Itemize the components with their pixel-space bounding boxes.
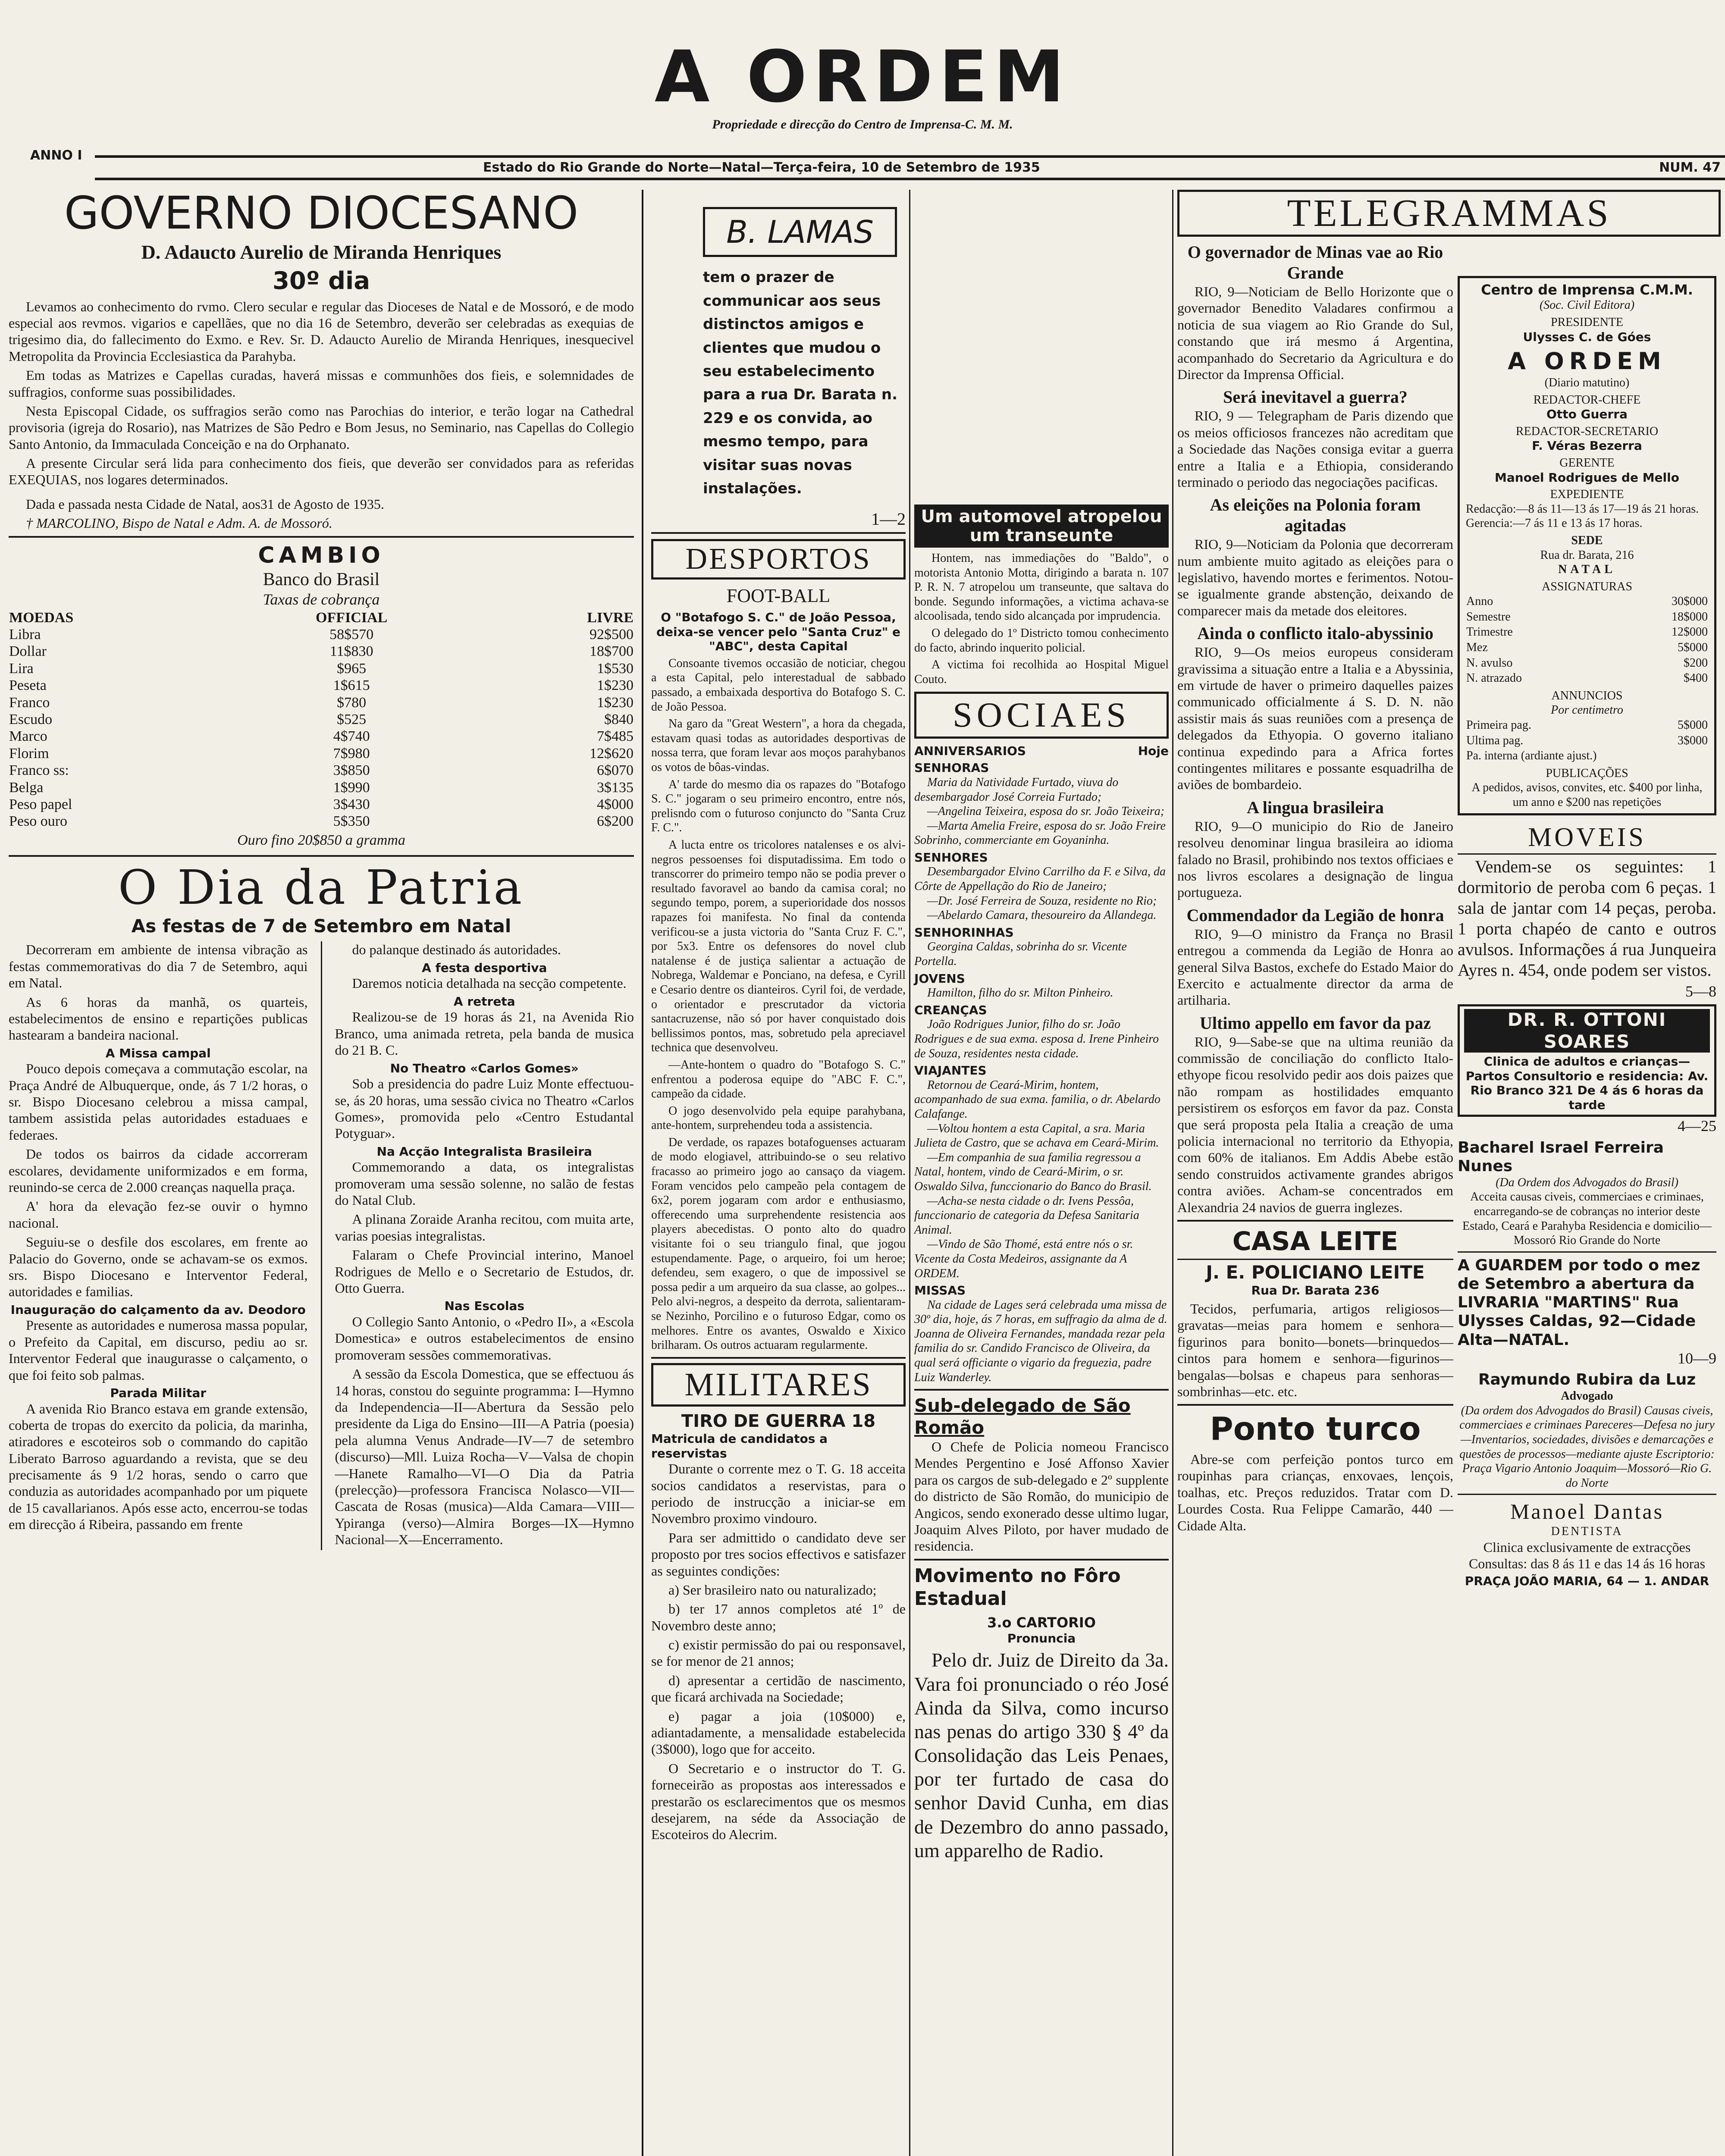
sociaes-item: CREANÇAS (914, 1003, 987, 1017)
casa-owner: J. E. POLICIANO LEITE (1206, 1261, 1425, 1283)
sociaes-aniversarios: ANNIVERSARIOS (914, 743, 1026, 758)
divider (651, 532, 906, 534)
governo-paragraph: Em todas as Matrizes e Capellas curadas, haverá missas e communhões dos fieis, e solemnidades de suffragios, conforme suas possibilidades. (9, 367, 634, 400)
moveis-text: Vendem-se os seguintes: 1 dormitorio de peroba com 6 peças. 1 sala de jantar com 14 peças, peroba. 1 porta chapéo de canto e outros avulsos. Informações á rua Junqueira Ayres n. 454, onde podem ser vistos. (1458, 856, 1716, 980)
telegram-body: RIO, 9 — Telegrapham de Paris dizendo que os meios officiosos francezes não acreditam que a Sociedade das Nações consiga evitar a guerra entre a Italia e a Ethiopia, considerando terminado o periodo das negociações pacificas. (1177, 408, 1453, 490)
cambio-cell: 3$850 (333, 762, 370, 779)
telegram-body: RIO, 9—Noticiam da Polonia que decorreram num ambiente muito agitado as eleições para o legislativo, havendo mortes e ferimentos. Notou-se igualmente grande abstenção, deixando de comparecer mais da metade dos eleitores. (1177, 536, 1453, 618)
price-cell (1662, 748, 1709, 764)
casa-text: Tecidos, perfumaria, artigos religiosos—gravatas—meias para homem e senhora—figurinos para bonito—bonets—brinquedos—cintos para homem e senhora—figurinos—bengalas—bolsas e chapeus para senhoras—sombrinhas—etc. etc. (1177, 1300, 1453, 1399)
sociaes-item: —Vindo de São Thomé, está entre nós o sr. Vicente da Costa Medeiros, assignante da A ORDEM. (914, 1238, 1133, 1280)
tiro-paragraph: b) ter 17 annos completos até 1º de Novembro deste anno; (651, 1601, 906, 1633)
divider (914, 1559, 1169, 1561)
football-title: FOOT-BALL (726, 585, 831, 607)
governo-paragraph: Levamos ao conhecimento do rvmo. Clero secular e regular das Dioceses de Natal e de Mossoró, e de modo especial aos revmos. vigarios e capellães, que no dia 16 de Setembro, deverão ser celebradas as exequias de trigesimo dia, do fallecimento do Exmo. e Rev. Sr. D. Adaucto Aurelio de Miranda Henriques, inesquecivel Metropolita da Provincia Ecclesiastica da Parahyba. (9, 298, 634, 364)
patria-right-column (335, 941, 634, 1550)
cambio-cell: Peseta (9, 677, 47, 694)
foro-cartorio: 3.o CARTORIO (987, 1614, 1096, 1631)
secretario-label: REDACTOR-SECRETARIO (1515, 424, 1659, 438)
patria-paragraph: As 6 horas da manhã, os quarteis, estabelecimentos de ensino e repartições publicas hastearam a bandeira nacional. (9, 994, 308, 1043)
football-paragraph: De verdade, os rapazes botafoguenses actuaram de modo elogiavel, attribuindo-se o seu relativo fracasso ao primeiro jogo ao cansaço da viagem. Foram vencidos pelo campeão pela contagem de 6x2, porem jogaram com ardor e enthusiasmo, offerecendo uma surprehendente resistencia aos players abecedistas. O ponto alto do quadro visitante foi o seu triangulo final, que jogou estupendamente. Page, o arqueiro, foi um heroe; defendeu, sem exagero, o que de impossivel se possa pedir a um arqueiro da sua classe, ao golpes... Pelo alvi-negros, a despeito da derrota, salientaram-se Nezinho, Porcilino e o futuroso Edgar, como os melhores. Entre os avantes, Oswaldo e Xixico brilharam. Os outros actuaram regularmente. (651, 1135, 906, 1352)
telegram-headline: A lingua brasileira (1247, 797, 1384, 817)
divider (1177, 1259, 1453, 1260)
cambio-row (9, 796, 634, 813)
lamas-title: B. LAMAS (726, 214, 874, 250)
cambio-cell: 3$135 (597, 779, 634, 796)
tiro-paragraph: Durante o corrente mez o T. G. 18 acceita socios candidatos a reservistas, para o periodo de instrucção a iniciar-se em Novembro proximo vindouro. (651, 1461, 906, 1526)
patria-paragraph: A avenida Rio Branco estava em grande extensão, coberta de tropas do exercito da policia, da marinha, atiradores e escoteiros sob o commando do capitão Liberato Barroso aguardando a revista, que se deu precisamente ás 9 1/2 horas, sendo o carro que conduzia as autoridades acompanhado por um piquete de 15 cavallarianos. Após esse acto, encerrou-se todas em direcção á Ribeira, passando em frente (9, 1401, 308, 1532)
governo-paragraph: Dada e passada nesta Cidade de Natal, aos31 de Agosto de 1935. (26, 496, 384, 512)
cambio-cell: 6$200 (597, 813, 634, 830)
auto-paragraph: A victima foi recolhida ao Hospital Miguel Couto. (914, 658, 1169, 686)
guardem-ref: 10—9 (1678, 1349, 1716, 1367)
telegrammas-title: TELEGRAMMAS (1177, 190, 1721, 237)
price-row (1466, 748, 1708, 764)
divider (1177, 1220, 1453, 1222)
adv2-text: (Da ordem dos Advogados do Brasil) Causas civeis, commerciaes e criminaes Pareceres—Defesa no jury—Inventarios, sociedades, divisões e demarcações e questões de processos—mediante ajuste Escriptorio: Praça Vigario Antonio Joaquim—Mossoró—Rio G. do Norte (1459, 1404, 1715, 1490)
paper-name: A ORDEM (1508, 348, 1666, 375)
price-cell: 12$000 (1672, 625, 1708, 639)
price-cell: Semestre (1466, 610, 1511, 624)
cambio-table (9, 609, 634, 830)
divider (914, 1389, 1169, 1391)
cambio-cell: 1$230 (597, 677, 634, 694)
cambio-cell: $780 (337, 694, 367, 711)
football-paragraph: Consoante tivemos occasião de noticiar, chegou a esta Capital, pelo interestadual de sabbado passado, a embaixada desportiva do Botafogo S. C. de João Pessoa. (651, 656, 906, 714)
sede-label: SEDE (1571, 533, 1603, 547)
football-paragraph: O jogo desenvolvido pela equipe parahybana, ante-hontem, surprehendeu toda a assistencia. (651, 1104, 906, 1132)
cambio-cell: Lira (9, 660, 34, 677)
publicacoes-label: PUBLICAÇÕES (1546, 766, 1628, 780)
sociaes-item: —Abelardo Camara, thesoureiro da Allandega. (927, 909, 1157, 922)
cambio-cell: 7$980 (333, 745, 370, 761)
telegram-body: RIO, 9—Os meios europeus consideram gravissima a situação entre a Italia e a Abyssinia, em virtude de haver o primeiro daquelles paizes communicado officialmente á S. D. N. não assistir mais ás suas reuniões com a presença de delegados da Ethyopia. O governo italiano continua expedindo para a Africa fortes contingentes militares e possante esquadrilha de aviões de bombardeio. (1177, 644, 1453, 793)
patria-paragraph: do palanque destinado ás autoridades. (352, 942, 561, 958)
price-cell: 5$000 (1678, 718, 1708, 732)
dateline-text: Estado do Rio Grande do Norte—Natal—Terça-feira, 10 de Setembro de 1935 (483, 160, 1040, 175)
sociaes-item: Desembargador Elvino Carrilho da F. e Silva, da Côrte de Appellação do Rio de Janeiro; (914, 865, 1166, 893)
sociaes-item: VIAJANTES (914, 1063, 987, 1078)
price-row (1466, 733, 1708, 749)
price-cell: N. avulso (1466, 656, 1513, 670)
patria-paragraph: Falaram o Chefe Provincial interino, Manoel Rodrigues de Mello e o Secretario de Estudos, dr. Otto Guerra. (335, 1247, 634, 1296)
tiro-title: TIRO DE GUERRA 18 (681, 1411, 876, 1431)
divider (1458, 1251, 1716, 1253)
auto-body (914, 551, 1169, 686)
patria-subhead: Inauguração do calçamento da av. Deodoro (10, 1302, 306, 1317)
patria-paragraph: Decorreram em ambiente de intensa vibração as festas commemorativas do dia 7 de Setembro, aqui em Natal. (9, 942, 308, 991)
telegram-headline: Ultimo appello em favor da paz (1200, 1013, 1431, 1033)
telegram-body: RIO, 9—O municipio do Rio de Janeiro resolveu denominar lingua brasileira ao idioma falado no Brasil, prohibindo nos textos officiaes e nos livros escolares a designação de lingua portugueza. (1177, 818, 1453, 900)
cambio-ouro: Ouro fino 20$850 a gramma (237, 832, 405, 848)
governo-paragraph: A presente Circular será lida para conhecimento dos fieis, que deverão ser convidados para as referidas EXEQUIAS, nos logares determinados. (9, 455, 634, 488)
foro-pronuncia: Pronuncia (1007, 1631, 1076, 1645)
cambio-cell: Libra (9, 627, 41, 642)
assinaturas-table (1466, 594, 1708, 686)
cambio-row (9, 813, 634, 830)
cambio-cell: 18$700 (590, 643, 634, 660)
lamas-text: tem o prazer de communicar aos seus distinctos amigos e clientes que mudou o seu estabelecimento para a rua Dr. Barata n. 229 e os convida, ao mesmo tempo, para visitar suas novas instalações. (703, 269, 897, 497)
price-row (1466, 655, 1708, 671)
casa-title: CASA LEITE (1232, 1226, 1399, 1257)
doctor-ad (1458, 1004, 1716, 1117)
masthead-info-box (1458, 276, 1716, 815)
patria-paragraph: A sessão da Escola Domestica, que se effectuou ás 14 horas, constou do seguinte programma: I—Hymno da Independencia—II—Abertura da Sessão pelo presidente da Liga do Ensino—III—A Patria (poesia) pela alumna Venus Andrade—IV—7 de setembro (discurso)—Mll. Luiza Rocha—V—Valsa de chopin—Hanete Ramalho—VI—O Dia da Patria (prelecção)—professora Francisca Nolasco—VII—Cascata de Rosas (musica)—Alda Camara—VIII—Ypiranga (verso)—Almira Borges—IX—Hymno Nacional—X—Encerramento. (335, 1366, 634, 1548)
newspaper-title: A ORDEM (654, 35, 1071, 118)
dentist-text: Clinica exclusivamente de extracções Consultas: das 8 ás 11 e das 14 ás 16 horas (1468, 1539, 1706, 1572)
cambio-title: CAMBIO (258, 542, 385, 568)
sociaes-item: Retornou de Ceará-Mirim, hontem, acompanhado de sua exma. familia, o dr. Abelardo Calafange. (914, 1078, 1160, 1121)
column-rule (642, 190, 643, 2156)
governo-title: GOVERNO DIOCESANO (64, 187, 579, 239)
governo-byline: D. Adaucto Aurelio de Miranda Henriques (141, 241, 502, 263)
cambio-cell: 6$070 (597, 762, 634, 779)
column-rule (321, 941, 322, 1550)
left-column (9, 187, 634, 2156)
patria-subhead: Nas Escolas (444, 1299, 525, 1313)
cambio-row (9, 677, 634, 694)
cambio-cell: 58$570 (329, 627, 374, 642)
patria-subhead: A retreta (453, 994, 515, 1009)
telegram-body: RIO, 9—O ministro da França no Brasil entregou a commenda da Legião de Honra ao general Silva Bastos, exchefe do Estado Maior do Exercito e actualmente director da arma de artilharia. (1177, 926, 1453, 1008)
cambio-cell: $840 (604, 711, 634, 727)
sociaes-item: Hamilton, filho do sr. Milton Pinheiro. (927, 986, 1113, 1000)
lamas-ad (703, 207, 897, 257)
doctor-name: DR. R. OTTONI SOARES (1464, 1009, 1710, 1053)
desportos-title: DESPORTOS (651, 539, 906, 580)
price-cell: Ultima pag. (1466, 733, 1524, 747)
adv2-name: Raymundo Rubira da Luz (1478, 1370, 1696, 1388)
lamas-ref: 1—2 (871, 509, 906, 529)
patria-subhead: A Missa campal (105, 1046, 211, 1060)
cambio-cell: 92$500 (590, 627, 634, 642)
moveis-title: MOVEIS (1528, 822, 1646, 852)
sociaes-item: —Voltou hontem a esta Capital, a sra. Maria Julieta de Castro, que se achava em Ceará-Mirim. (914, 1122, 1159, 1150)
tiro-paragraph: a) Ser brasileiro nato ou naturalizado; (668, 1582, 877, 1598)
cambio-cell: Belga (9, 779, 44, 796)
tiro-paragraph: d) apresentar a certidão de nascimento, que ficará archivada na Sociedade; (651, 1672, 906, 1705)
cambio-cell: Franco (9, 694, 50, 711)
football-paragraph: —Ante-hontem o quadro do "Botafogo S. C." enfrentou a poderosa equipe do "ABC F. C.", campeão da cidade. (651, 1058, 906, 1101)
football-paragraph: A' tarde do mesmo dia os rapazes do "Botafogo S. C." jogaram o seu primeiro encontro, entre nós, prelisndo com o futuroso conjuncto do "Santa Cruz F. C.". (651, 777, 906, 835)
cambio-row (9, 745, 634, 762)
redactor-label: REDACTOR-CHEFE (1533, 393, 1641, 407)
cambio-cell: Dollar (9, 643, 47, 660)
patria-body (9, 941, 634, 1550)
moveis-ref: 5—8 (1685, 982, 1716, 1000)
adv1-subtitle: (Da Ordem dos Advogados do Brasil) (1496, 1175, 1678, 1189)
patria-subhead: Na Acção Integralista Brasileira (376, 1144, 592, 1159)
ponto-text: Abre-se com perfeição pontos turco em roupinhas para crianças, enxovaes, lençois, toalhas, etc. Preços reduzidos. Tratar com D. Lourdes Costa. Rua Felippe Camarão, 440 —Cidade Alta. (1177, 1451, 1453, 1533)
tiro-paragraph: O Secretario e o instructor do T. G. forneceirão as propostas aos interessados e prestarão os esclarecimentos que os mesmos desejarem, na séde da Associação de Escoteiros do Alecrim. (651, 1760, 906, 1843)
patria-paragraph: De todos os bairros da cidade accorreram escolares, devidamente uniformizados e em forma, reunindo-se cerca de 2.000 creanças naquella praça. (9, 1146, 308, 1195)
patria-title: O Dia da Patria (118, 860, 525, 915)
governo-signature: † MARCOLINO, Bispo de Natal e Adm. A. de Mossoró. (26, 515, 332, 531)
sociaes-item: SENHORES (914, 850, 988, 865)
price-row (1466, 594, 1708, 609)
paper-subtitle: (Diario matutino) (1544, 376, 1630, 389)
price-cell: 30$000 (1672, 595, 1708, 608)
telegram-headline: Ainda o conflicto italo-abyssinio (1197, 624, 1433, 643)
telegram-headline: Commendador da Legião de honra (1186, 905, 1444, 925)
column-five (1458, 276, 1716, 2156)
cambio-cell: 1$230 (597, 694, 634, 711)
tiro-paragraph: e) pagar a joia (10$000) e, adiantadamente, a mensalidade estabelecida (3$000), logo que for acceito. (651, 1708, 906, 1757)
divider (651, 1357, 906, 1359)
pres-label: PRESIDENTE (1551, 315, 1623, 329)
price-cell: $200 (1684, 656, 1708, 670)
price-cell: Primeira pag. (1466, 718, 1531, 732)
sociaes-item: SENHORAS (914, 761, 989, 775)
militares-title: MILITARES (651, 1363, 906, 1407)
patria-paragraph: Commemorando a data, os integralistas promoveram uma sessão solenne, no salão de festas do Natal Club. (335, 1159, 634, 1208)
cambio-bank: Banco do Brasil (263, 570, 380, 590)
adv1-name: Bacharel Israel Ferreira Nunes (1458, 1138, 1664, 1175)
price-row (1466, 640, 1708, 655)
cambio-cell: Peso ouro (9, 813, 68, 830)
patria-paragraph: A' hora da elevação fez-se ouvir o hymno nacional. (9, 1198, 308, 1231)
telegram-headline: As eleições na Polonia foram agitadas (1210, 495, 1421, 536)
cambio-cell: 12$620 (590, 745, 634, 761)
patria-paragraph: Pouco depois começava a commutação escolar, na Praça André de Albuquerque, onde, ás 7 1/2 horas, o sr. Bispo Diocesano celebrou a missa campal, tambem assistida pelas autoridades estaduaes e federaes. (9, 1061, 308, 1143)
cambio-row (9, 779, 634, 796)
annuncios-sub: Por centimetro (1551, 703, 1623, 717)
patria-paragraph: Seguiu-se o desfile dos escolares, em frente ao Palacio do Governo, onde se achavam-se os exmos. srs. Bispo Diocesano e Interventor Federal, autoridades e familias. (9, 1234, 308, 1300)
telegram-headline: O governador de Minas vae ao Rio Grande (1187, 242, 1443, 282)
ponto-title: Ponto turco (1210, 1410, 1421, 1448)
column-three (914, 190, 1169, 2156)
cambio-cell: $525 (337, 711, 367, 727)
telegram-headline: Será inevitavel a guerra? (1223, 387, 1408, 407)
gerente-name: Manoel Rodrigues de Mello (1495, 470, 1679, 485)
governo-body (9, 298, 634, 532)
price-cell: Trimestre (1466, 625, 1513, 639)
divider (9, 536, 634, 538)
cambio-cell: 1$530 (597, 660, 634, 677)
sociaes-item: Na cidade de Lages será celebrada uma missa de 30º dia, hoje, ás 7 horas, em suffragio da alma de d. Joanna de Oliveira Fernandes, mandada rezar pela familia do sr. Candido Francisco de Oliveira, da qual será officiante o vigario da freguezia, padre Luiz Wanderley. (914, 1298, 1167, 1384)
price-row (1466, 624, 1708, 640)
adv2-role: Advogado (1561, 1389, 1613, 1403)
sociaes-item: —Dr. José Ferreira de Souza, residente no Rio; (927, 894, 1157, 908)
dateline-bar (30, 148, 1725, 180)
column-two (651, 190, 906, 2156)
tiro-paragraph: c) existir permissão do pai ou responsavel, se for menor de 21 annos; (651, 1637, 906, 1669)
football-paragraph: A lucta entre os tricolores natalenses e os alvi-negros pessoenses foi disputadissima. Em todo o transcorrer do primeiro tempo não se podia prever o resultado favoravel ao bando da camisa coral; no segundo tempo, porem, a superioridade dos nossos rapazes foi manifesta. No final da contenda verificou-se a justa victoria do "Santa Cruz F. C.", por 5x3. Entre os defensores do novel club natalense é de justiça salientar a actuação de Nobrega, Waldemar e Ponciano, na defesa, e Cyrill e Cesario dentre os dianteiros. Cyril foi, de verdade, o orientador e prescrutador da victoria santacruzense, não só por haver conquistado dois bellissimos pontos, mas, sobretudo pela apreciavel technica que desenvolveu. (651, 838, 906, 1055)
patria-paragraph: Presente as autoridades e numerosa massa popular, o Prefeito da Capital, em discurso, pediu ao sr. Interventor Federal que inaugurasse o calçamento, o que foi feito sob palmas. (9, 1317, 308, 1383)
cambio-cell: Florim (9, 745, 49, 761)
patria-paragraph: O Collegio Santo Antonio, o «Pedro II», a «Escola Domestica» e outros estabelecimentos de ensino promoveram sessões commemorativas. (335, 1313, 634, 1363)
sociaes-item: Georgina Caldas, sobrinha do sr. Vicente Portella. (914, 940, 1127, 968)
divider (9, 855, 634, 857)
subdeleg-text: O Chefe de Policia nomeou Francisco Mendes Pergentino e José Affonso Xavier para os cargos de sub-delegado e 2º supplente do districto de São Romão, do municipio de Angicos, sendo exonerado desse ultimo lugar, Joaquim Alves Piloto, por haver mudado de residencia. (914, 1439, 1169, 1554)
cambio-cell: 7$485 (597, 728, 634, 745)
annuncios-table (1466, 718, 1708, 764)
price-row (1466, 609, 1708, 625)
dentist-address: PRAÇA JOÃO MARIA, 64 — 1. ANDAR (1465, 1573, 1709, 1588)
patria-paragraph: A plinana Zoraide Aranha recitou, com muita arte, varias poesias integralistas. (335, 1211, 634, 1244)
sociaes-list (914, 761, 1169, 1385)
price-cell: Mez (1466, 641, 1488, 655)
cambio-row (9, 694, 634, 711)
cambio-cell: Franco ss: (9, 762, 69, 779)
cambio-note: Taxas de cobrança (263, 591, 380, 608)
guardem-text: A GUARDEM por todo o mez de Setembro a abertura da LIVRARIA "MARTINS" Rua Ulysses Caldas, 92—Cidade Alta—NATAL. (1458, 1256, 1700, 1349)
patria-subtitle: As festas de 7 de Setembro em Natal (131, 915, 511, 937)
price-cell: 18$000 (1672, 610, 1708, 624)
price-cell: 3$000 (1678, 733, 1708, 747)
divider (1458, 1494, 1716, 1495)
pres-name: Ulysses C. de Góes (1523, 329, 1651, 344)
cambio-cell: Peso papel (9, 796, 72, 812)
cambio-cell: 4$000 (597, 796, 634, 812)
cambio-cell: Escudo (9, 711, 53, 727)
sociaes-item: —Em companhia de sua familia regressou a Natal, hontem, vindo de Ceará-Mirim, o sr. Oswaldo Silva, funccionario do Banco do Brasil. (914, 1150, 1152, 1193)
cambio-row (9, 626, 634, 643)
sociaes-item: —Marta Amelia Freire, esposa do sr. João Freire Sobrinho, commerciante em Goyaninha. (914, 819, 1166, 847)
cambio-cell: 1$615 (333, 677, 370, 694)
divider (1177, 1404, 1453, 1406)
football-deck: O "Botafogo S. C." de João Pessoa, deixa-se vencer pelo "Santa Cruz" e "ABC", desta Capital (656, 610, 901, 654)
cambio-header-cell: MOEDAS (9, 609, 74, 626)
tiro-paragraph: Para ser admittido o candidato deve ser proposto por tres socios effectivos e satisfazer as seguintes condições: (651, 1529, 906, 1579)
doctor-ref: 4—25 (1678, 1117, 1716, 1135)
cambio-cell: 3$430 (333, 796, 370, 812)
assinaturas-label: ASSIGNATURAS (1541, 580, 1633, 593)
dentist-name: Manoel Dantas (1510, 1499, 1664, 1524)
secretario-name: F. Véras Bezerra (1532, 439, 1642, 453)
patria-left-column (9, 941, 308, 1550)
sociaes-hoje: Hoje (1138, 743, 1169, 758)
sociaes-item: JOVENS (914, 971, 965, 986)
patria-subhead: A festa desportiva (422, 960, 547, 975)
price-row (1466, 718, 1708, 733)
sociaes-header (914, 744, 1169, 758)
auto-paragraph: O delegado do 1º Districto tomou conhecimento do facto, abrindo inquerito policial. (914, 626, 1169, 655)
adv1-text: Acceita causas civeis, commerciaes e criminaes, encarregando-se de cobranças no interior deste Estado, Ceará e Parahyba Residencia e domicilio—Mossoró Rio Grande do Norte (1462, 1190, 1712, 1247)
centro-title: Centro de Imprensa C.M.M. (1481, 282, 1693, 298)
cambio-cell: 5$350 (333, 813, 370, 830)
price-cell: N. atrazado (1466, 671, 1522, 685)
telegram-body: RIO, 9—Noticiam de Bello Horizonte que o governador Benedito Valadares confirmou a noticia de sua viagem ao Rio Grande do Sul, constando que irá mesmo á Argentina, acompanhado do Secretario da Agricultura e do Director da Imprensa Official. (1177, 284, 1453, 382)
expediente-label: EXPEDIENTE (1550, 488, 1624, 501)
cambio-row (9, 643, 634, 660)
governo-paragraph: Nesta Episcopal Cidade, os suffragios serão como nas Parochias do interior, e terão logar na Cathedral provisoria (igreja do Rosario), nas Matrizes de São Pedro e Bom Jesus, no Seminario, nas Capellas do Collegio Santo Antonio, da Immaculada Conceição e na do Orphanato. (9, 403, 634, 452)
cambio-cell: 1$990 (333, 779, 370, 796)
cambio-row (9, 762, 634, 779)
patria-subhead: Parada Militar (110, 1385, 207, 1400)
cambio-cell: 11$830 (329, 643, 373, 660)
issue-number: NUM. 47 (1659, 160, 1721, 175)
doctor-text: Clinica de adultos e crianças—Partos Consultorio e residencia: Av. Rio Branco 321 De 4 ás 6 horas da tarde (1465, 1054, 1709, 1112)
publicacoes-text: A pedidos, avisos, convites, etc. $400 por linha, um anno e $200 nas repetições (1471, 781, 1703, 809)
casa-address: Rua Dr. Barata 236 (1251, 1283, 1380, 1298)
sociaes-item: —Angelina Teixeira, esposa do sr. João Teixeira; (927, 805, 1165, 818)
cambio-row (9, 711, 634, 728)
telegram-body: RIO, 9—Sabe-se que na ultima reunião da commissão de conciliação do conflicto Italo-ethyope ficou resolvido pedir aos dois paizes que não rompam as hostilidades emquanto persistirem os esforços em favor da paz. Consta que será proposta pela Italia a creação de uma policia internacional no territorio da Ethyopia, com 60% de italianos. Em Addis Abebe estão sendo construidos activamente grandes abrigos contra aviões. Acham-se concentrados em Alexandria 24 navios de guerra inglezes. (1177, 1034, 1453, 1215)
price-cell: Anno (1466, 595, 1493, 608)
patria-paragraph: Sob a presidencia do padre Luiz Monte effectuou-se, ás 20 horas, uma sessão civica no Theatro «Carlos Gomes», promovida pelo «Centro Estudantal Potyguar». (335, 1076, 634, 1141)
cambio-row (9, 728, 634, 745)
cambio-cell: $965 (337, 660, 367, 677)
cambio-header-cell: LIVRE (587, 609, 634, 626)
price-cell: 5$000 (1678, 641, 1708, 655)
price-row (1466, 671, 1708, 686)
auto-title: Um automovel atropelou um transeunte (914, 505, 1169, 548)
telegrammas-list (1177, 242, 1453, 1216)
divider (1458, 853, 1716, 855)
football-body (651, 656, 906, 1353)
redactor-name: Otto Guerra (1546, 407, 1628, 422)
price-cell: $400 (1684, 671, 1708, 685)
sociaes-item: Maria da Natividade Furtado, viuva do desembargador José Correia Furtado; (914, 775, 1119, 804)
auto-paragraph: Hontem, nas immediações do "Baldo", o motorista Antonio Motta, dirigindo a barata n. 107 P. R. N. 7 atropelou um transeunte, que saltava do bonde. Segundo informações, a victima achava-se alcoolisada, tendo sido alcançada por imprudencia. (914, 552, 1169, 623)
foro-title: Movimento no Fôro Estadual (914, 1564, 1121, 1610)
cambio-header-cell: OFFICIAL (316, 609, 388, 626)
sede-city: NATAL (1558, 563, 1616, 577)
tiro-body (651, 1460, 906, 1843)
sociaes-item: SENHORINHAS (914, 925, 1014, 940)
dentist-role: DENTISTA (1551, 1525, 1623, 1539)
patria-paragraph: Daremos noticia detalhada na secção competente. (352, 975, 627, 991)
cambio-header-row (9, 609, 634, 626)
governo-day: 30º dia (272, 267, 370, 295)
sociaes-item: —Acha-se nesta cidade o dr. Ivens Pessôa, funccionario de categoria da Defesa Sanitaria Animal. (914, 1194, 1139, 1237)
year-label: ANNO I (30, 148, 82, 163)
column-rule (1172, 190, 1173, 2156)
subdeleg-title: Sub-delegado de São Romão (914, 1395, 1131, 1438)
patria-paragraph: Realizou-se de 19 horas ás 21, na Avenida Rio Branco, uma animada retreta, pela banda de musica do 21 B. C. (335, 1009, 634, 1058)
column-rule (909, 190, 910, 2156)
sociaes-item: João Rodrigues Junior, filho do sr. João Rodrigues e de sua exma. esposa d. Irene Pinheiro de Souza, residentes nesta cidade. (914, 1018, 1159, 1060)
tiro-subtitle: Matricula de candidatos a reservistas (651, 1431, 828, 1460)
foro-text: Pelo dr. Juiz de Direito da 3a. Vara foi pronunciado o réo José Ainda da Silva, como incurso nas penas do artigo 330 § 4º da Consolidação das Leis Penaes, por ter furtado de casa do senhor David Cunha, em dias de Dezembro do anno passado, um apparelho de Radio. (914, 1649, 1169, 1861)
price-cell: Pa. interna (ardiante ajust.) (1466, 749, 1597, 763)
football-paragraph: Na garo da "Great Western", a hora da chegada, estavam quasi todas as autoridades desportivas de nossa terra, que foram levar aos moços parahybanos os votos de bôas-vindas. (651, 717, 906, 774)
patria-subhead: No Theatro «Carlos Gomes» (390, 1061, 579, 1075)
annuncios-label: ANNUNCIOS (1551, 689, 1623, 702)
sociaes-title: SOCIAES (914, 692, 1169, 738)
sociaes-item: MISSAS (914, 1283, 966, 1298)
cambio-row (9, 660, 634, 677)
centro-subtitle: (Soc. Civil Editora) (1539, 298, 1635, 312)
cambio-cell: Marco (9, 728, 47, 745)
cambio-cell: 4$740 (333, 728, 370, 745)
expediente-text: Redacção:—8 ás 11—13 ás 17—19 ás 21 horas. Gerencia:—7 ás 11 e 13 ás 17 horas. (1466, 502, 1699, 530)
gerente-label: GERENTE (1559, 456, 1615, 470)
sede-address: Rua dr. Barata, 216 (1540, 548, 1634, 562)
newspaper-subtitle: Propriedade e direcção do Centro de Imprensa-C. M. M. (712, 117, 1013, 132)
